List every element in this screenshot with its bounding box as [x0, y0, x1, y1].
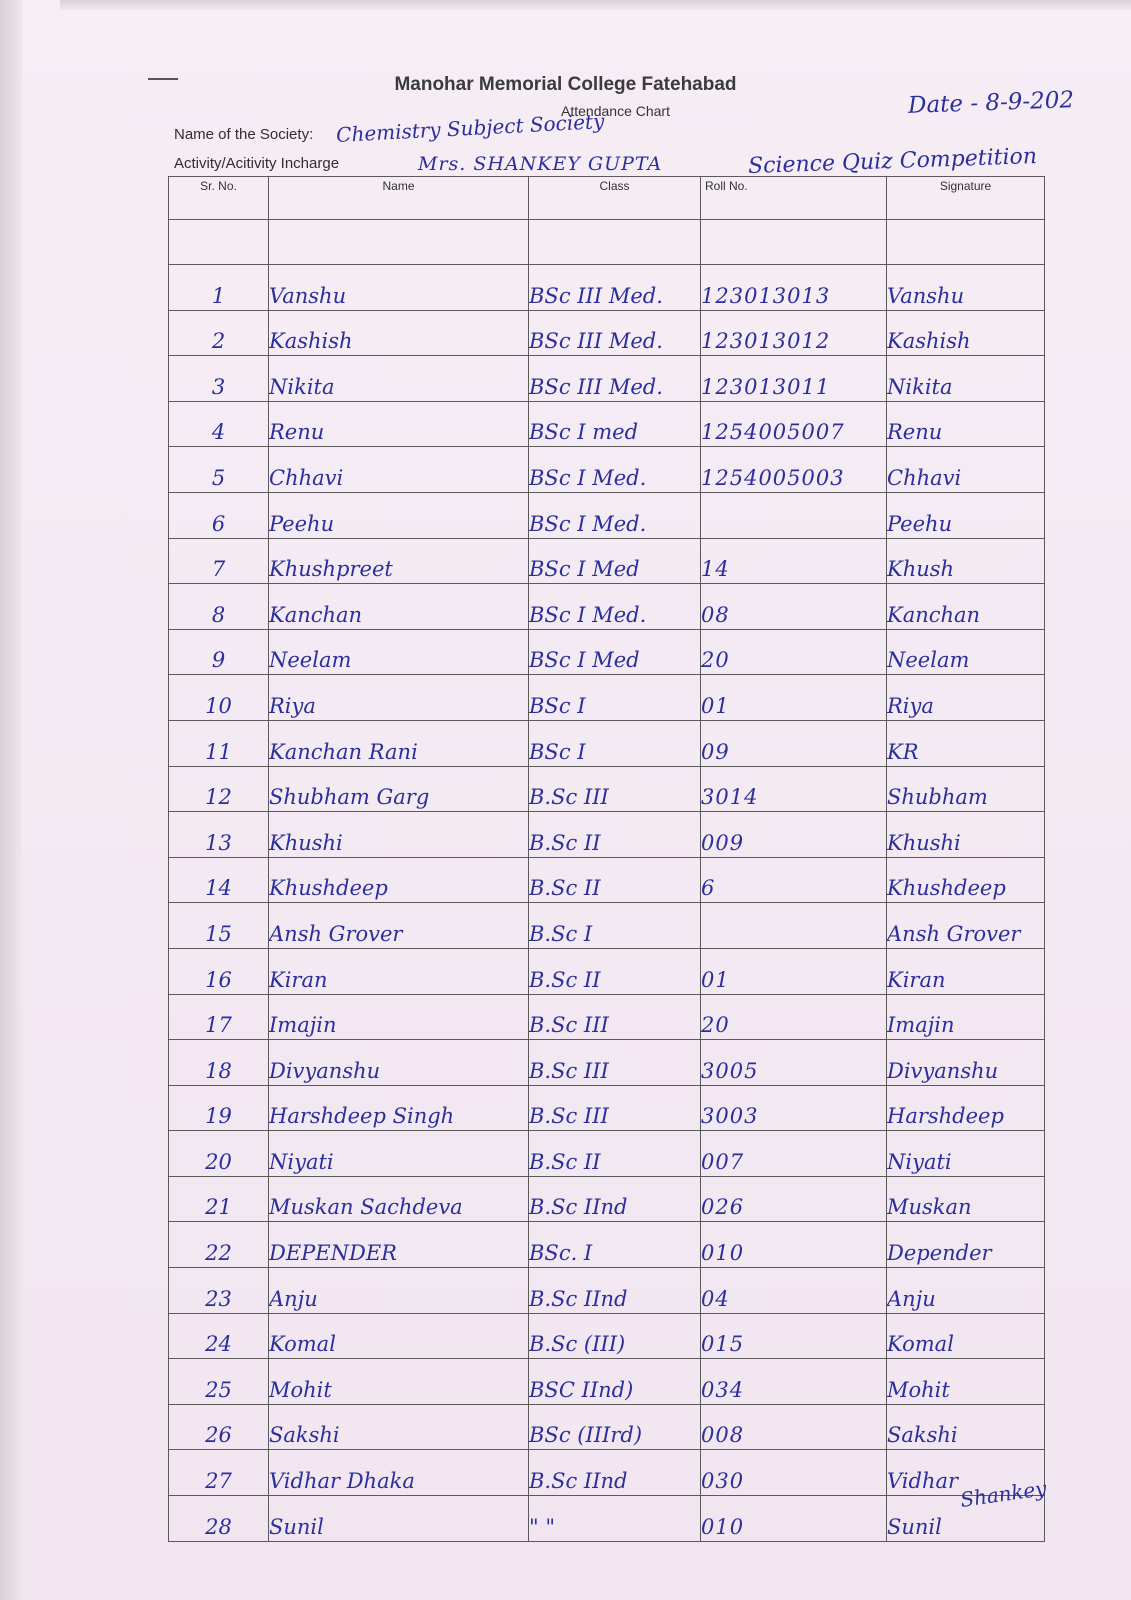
class-cell: BSc I [529, 720, 701, 766]
class-cell: BSc I [529, 675, 701, 721]
signature-cell: Sunil [887, 1496, 1045, 1542]
roll-no-cell: 123013013 [701, 265, 887, 311]
signature-cell: Harshdeep [887, 1085, 1045, 1131]
table-row [169, 584, 1045, 630]
name-cell: Peehu [269, 492, 529, 538]
incharge-signature: Shankey [958, 1476, 1048, 1512]
name-cell: Khushi [269, 812, 529, 858]
incharge-label: Activity/Acitivity Incharge [174, 155, 340, 172]
blank-row [169, 220, 1045, 265]
roll-no-cell [701, 492, 887, 538]
sr-no-cell: 20 [169, 1131, 269, 1177]
roll-no-cell: 034 [701, 1359, 887, 1405]
blank-cell [169, 220, 269, 265]
roll-no-cell: 015 [701, 1313, 887, 1359]
signature-cell: Mohit [887, 1359, 1045, 1405]
signature-cell: Khushi [887, 812, 1045, 858]
sr-no-cell: 5 [169, 447, 269, 493]
sr-no-cell: 15 [169, 903, 269, 949]
sr-no-cell: 13 [169, 812, 269, 858]
roll-no-cell: 010 [701, 1496, 887, 1542]
table-row [169, 538, 1045, 584]
sr-no-cell: 11 [169, 720, 269, 766]
sr-no-cell: 3 [169, 356, 269, 402]
signature-cell: Chhavi [887, 447, 1045, 493]
class-cell: B.Sc III [529, 1040, 701, 1086]
signature-cell: Niyati [887, 1131, 1045, 1177]
name-cell: Kashish [269, 310, 529, 356]
name-cell: Ansh Grover [269, 903, 529, 949]
table-row [169, 447, 1045, 493]
sr-no-cell: 17 [169, 994, 269, 1040]
table-row [169, 401, 1045, 447]
attendance-table [168, 176, 1045, 1542]
class-cell: BSc. I [529, 1222, 701, 1268]
roll-no-cell: 030 [701, 1450, 887, 1496]
signature-cell: Vanshu [887, 265, 1045, 311]
sr-no-cell: 28 [169, 1496, 269, 1542]
table-row [169, 1222, 1045, 1268]
name-cell: Anju [269, 1268, 529, 1314]
name-cell: Riya [269, 675, 529, 721]
class-cell: BSc I Med. [529, 492, 701, 538]
class-cell: BSc I Med. [529, 447, 701, 493]
signature-cell: Khush [887, 538, 1045, 584]
name-cell: Kanchan [269, 584, 529, 630]
col-header-roll: Roll No. [701, 177, 887, 220]
name-cell: Chhavi [269, 447, 529, 493]
signature-cell: Kiran [887, 948, 1045, 994]
signature-cell: Depender [887, 1222, 1045, 1268]
roll-no-cell: 09 [701, 720, 887, 766]
signature-cell: Khushdeep [887, 857, 1045, 903]
roll-no-cell: 20 [701, 994, 887, 1040]
signature-cell: Peehu [887, 492, 1045, 538]
sr-no-cell: 23 [169, 1268, 269, 1314]
table-row [169, 1450, 1045, 1496]
name-cell: DEPENDER [269, 1222, 529, 1268]
roll-no-cell: 1254005007 [701, 401, 887, 447]
sr-no-cell: 7 [169, 538, 269, 584]
signature-cell: Shubham [887, 766, 1045, 812]
name-cell: Sunil [269, 1496, 529, 1542]
blank-cell [887, 220, 1045, 265]
table-row [169, 1404, 1045, 1450]
name-cell: Vidhar Dhaka [269, 1450, 529, 1496]
class-cell: BSc I med [529, 401, 701, 447]
sr-no-cell: 4 [169, 401, 269, 447]
blank-cell [529, 220, 701, 265]
table-row [169, 1176, 1045, 1222]
class-cell: B.Sc III [529, 1085, 701, 1131]
signature-cell: Muskan [887, 1176, 1045, 1222]
college-name: Manohar Memorial College Fatehabad [394, 74, 737, 95]
table-row [169, 857, 1045, 903]
class-cell: B.Sc IInd [529, 1176, 701, 1222]
name-cell: Imajin [269, 994, 529, 1040]
signature-cell: Riya [887, 675, 1045, 721]
name-cell: Komal [269, 1313, 529, 1359]
name-cell: Niyati [269, 1131, 529, 1177]
sr-no-cell: 18 [169, 1040, 269, 1086]
sr-no-cell: 26 [169, 1404, 269, 1450]
name-cell: Kanchan Rani [269, 720, 529, 766]
name-cell: Neelam [269, 629, 529, 675]
class-cell: BSc (IIIrd) [529, 1404, 701, 1450]
name-cell: Renu [269, 401, 529, 447]
roll-no-cell: 01 [701, 675, 887, 721]
signature-cell: Kashish [887, 310, 1045, 356]
sr-no-cell: 19 [169, 1085, 269, 1131]
class-cell: B.Sc III [529, 766, 701, 812]
roll-no-cell: 6 [701, 857, 887, 903]
roll-no-cell: 008 [701, 1404, 887, 1450]
table-row [169, 903, 1045, 949]
class-cell: B.Sc II [529, 812, 701, 858]
table-row [169, 310, 1045, 356]
table-row [169, 492, 1045, 538]
date-handwritten: Date - 8-9-202 [907, 87, 1075, 119]
sr-no-cell: 21 [169, 1176, 269, 1222]
class-cell: BSC IInd) [529, 1359, 701, 1405]
class-cell: BSc III Med. [529, 310, 701, 356]
sr-no-cell: 16 [169, 948, 269, 994]
table-row [169, 265, 1045, 311]
class-cell: B.Sc II [529, 857, 701, 903]
table-row [169, 812, 1045, 858]
table-row [169, 1359, 1045, 1405]
roll-no-cell: 1254005003 [701, 447, 887, 493]
name-cell: Khushpreet [269, 538, 529, 584]
signature-cell: Kanchan [887, 584, 1045, 630]
signature-cell: Komal [887, 1313, 1045, 1359]
col-header-class: Class [529, 177, 701, 220]
table-row [169, 1313, 1045, 1359]
sr-no-cell: 25 [169, 1359, 269, 1405]
sr-no-cell: 2 [169, 310, 269, 356]
table-row [169, 675, 1045, 721]
table-row [169, 1496, 1045, 1542]
name-cell: Sakshi [269, 1404, 529, 1450]
roll-no-cell: 3014 [701, 766, 887, 812]
roll-no-cell: 04 [701, 1268, 887, 1314]
sr-no-cell: 1 [169, 265, 269, 311]
signature-cell: Renu [887, 401, 1045, 447]
table-row [169, 1268, 1045, 1314]
class-cell: BSc III Med. [529, 356, 701, 402]
paper-edge-top [60, 0, 1131, 10]
class-cell: B.Sc II [529, 1131, 701, 1177]
signature-cell: Vidhar [887, 1450, 1045, 1496]
table-row [169, 1131, 1045, 1177]
signature-cell: Divyanshu [887, 1040, 1045, 1086]
table-row [169, 948, 1045, 994]
roll-no-cell: 14 [701, 538, 887, 584]
class-cell: B.Sc I [529, 903, 701, 949]
blank-cell [269, 220, 529, 265]
society-value: Chemistry Subject Society [335, 108, 605, 148]
sr-no-cell: 22 [169, 1222, 269, 1268]
class-cell: B.Sc (III) [529, 1313, 701, 1359]
table-row [169, 1085, 1045, 1131]
signature-cell: Imajin [887, 994, 1045, 1040]
name-cell: Khushdeep [269, 857, 529, 903]
signature-cell: Sakshi [887, 1404, 1045, 1450]
signature-cell: Nikita [887, 356, 1045, 402]
table-row [169, 629, 1045, 675]
activity-value: Science Quiz Competition [747, 143, 1038, 180]
roll-no-cell: 009 [701, 812, 887, 858]
signature-cell: KR [887, 720, 1045, 766]
table-row [169, 1040, 1045, 1086]
attendance-table-body [169, 220, 1045, 1542]
sr-no-cell: 24 [169, 1313, 269, 1359]
roll-no-cell: 123013011 [701, 356, 887, 402]
sr-no-cell: 8 [169, 584, 269, 630]
col-header-name: Name [269, 177, 529, 220]
name-cell: Muskan Sachdeva [269, 1176, 529, 1222]
class-cell: B.Sc IInd [529, 1268, 701, 1314]
blank-cell [701, 220, 887, 265]
col-header-sr: Sr. No. [169, 177, 269, 220]
class-cell: B.Sc IInd [529, 1450, 701, 1496]
sr-no-cell: 27 [169, 1450, 269, 1496]
roll-no-cell: 01 [701, 948, 887, 994]
signature-cell: Neelam [887, 629, 1045, 675]
name-cell: Nikita [269, 356, 529, 402]
society-label: Name of the Society: [174, 126, 314, 143]
class-cell: BSc III Med. [529, 265, 701, 311]
table-header-row [169, 177, 1045, 220]
signature-cell: Ansh Grover [887, 903, 1045, 949]
class-cell: " " [529, 1496, 701, 1542]
col-header-signature: Signature [887, 177, 1045, 220]
roll-no-cell: 3005 [701, 1040, 887, 1086]
table-row [169, 356, 1045, 402]
table-row [169, 766, 1045, 812]
roll-no-cell [701, 903, 887, 949]
sr-no-cell: 10 [169, 675, 269, 721]
name-cell: Divyanshu [269, 1040, 529, 1086]
sr-no-cell: 6 [169, 492, 269, 538]
incharge-value: Mrs. SHANKEY GUPTA [418, 153, 663, 175]
sr-no-cell: 14 [169, 857, 269, 903]
roll-no-cell: 007 [701, 1131, 887, 1177]
name-cell: Harshdeep Singh [269, 1085, 529, 1131]
class-cell: B.Sc II [529, 948, 701, 994]
roll-no-cell: 010 [701, 1222, 887, 1268]
roll-no-cell: 3003 [701, 1085, 887, 1131]
roll-no-cell: 026 [701, 1176, 887, 1222]
name-cell: Shubham Garg [269, 766, 529, 812]
roll-no-cell: 08 [701, 584, 887, 630]
sr-no-cell: 12 [169, 766, 269, 812]
signature-cell: Anju [887, 1268, 1045, 1314]
paper-edge-left [0, 0, 22, 1600]
name-cell: Vanshu [269, 265, 529, 311]
table-row [169, 720, 1045, 766]
class-cell: BSc I Med. [529, 584, 701, 630]
class-cell: B.Sc III [529, 994, 701, 1040]
table-row [169, 994, 1045, 1040]
sr-no-cell: 9 [169, 629, 269, 675]
roll-no-cell: 20 [701, 629, 887, 675]
class-cell: BSc I Med [529, 629, 701, 675]
roll-no-cell: 123013012 [701, 310, 887, 356]
name-cell: Mohit [269, 1359, 529, 1405]
class-cell: BSc I Med [529, 538, 701, 584]
name-cell: Kiran [269, 948, 529, 994]
chart-title: Attendance Chart [561, 103, 670, 119]
